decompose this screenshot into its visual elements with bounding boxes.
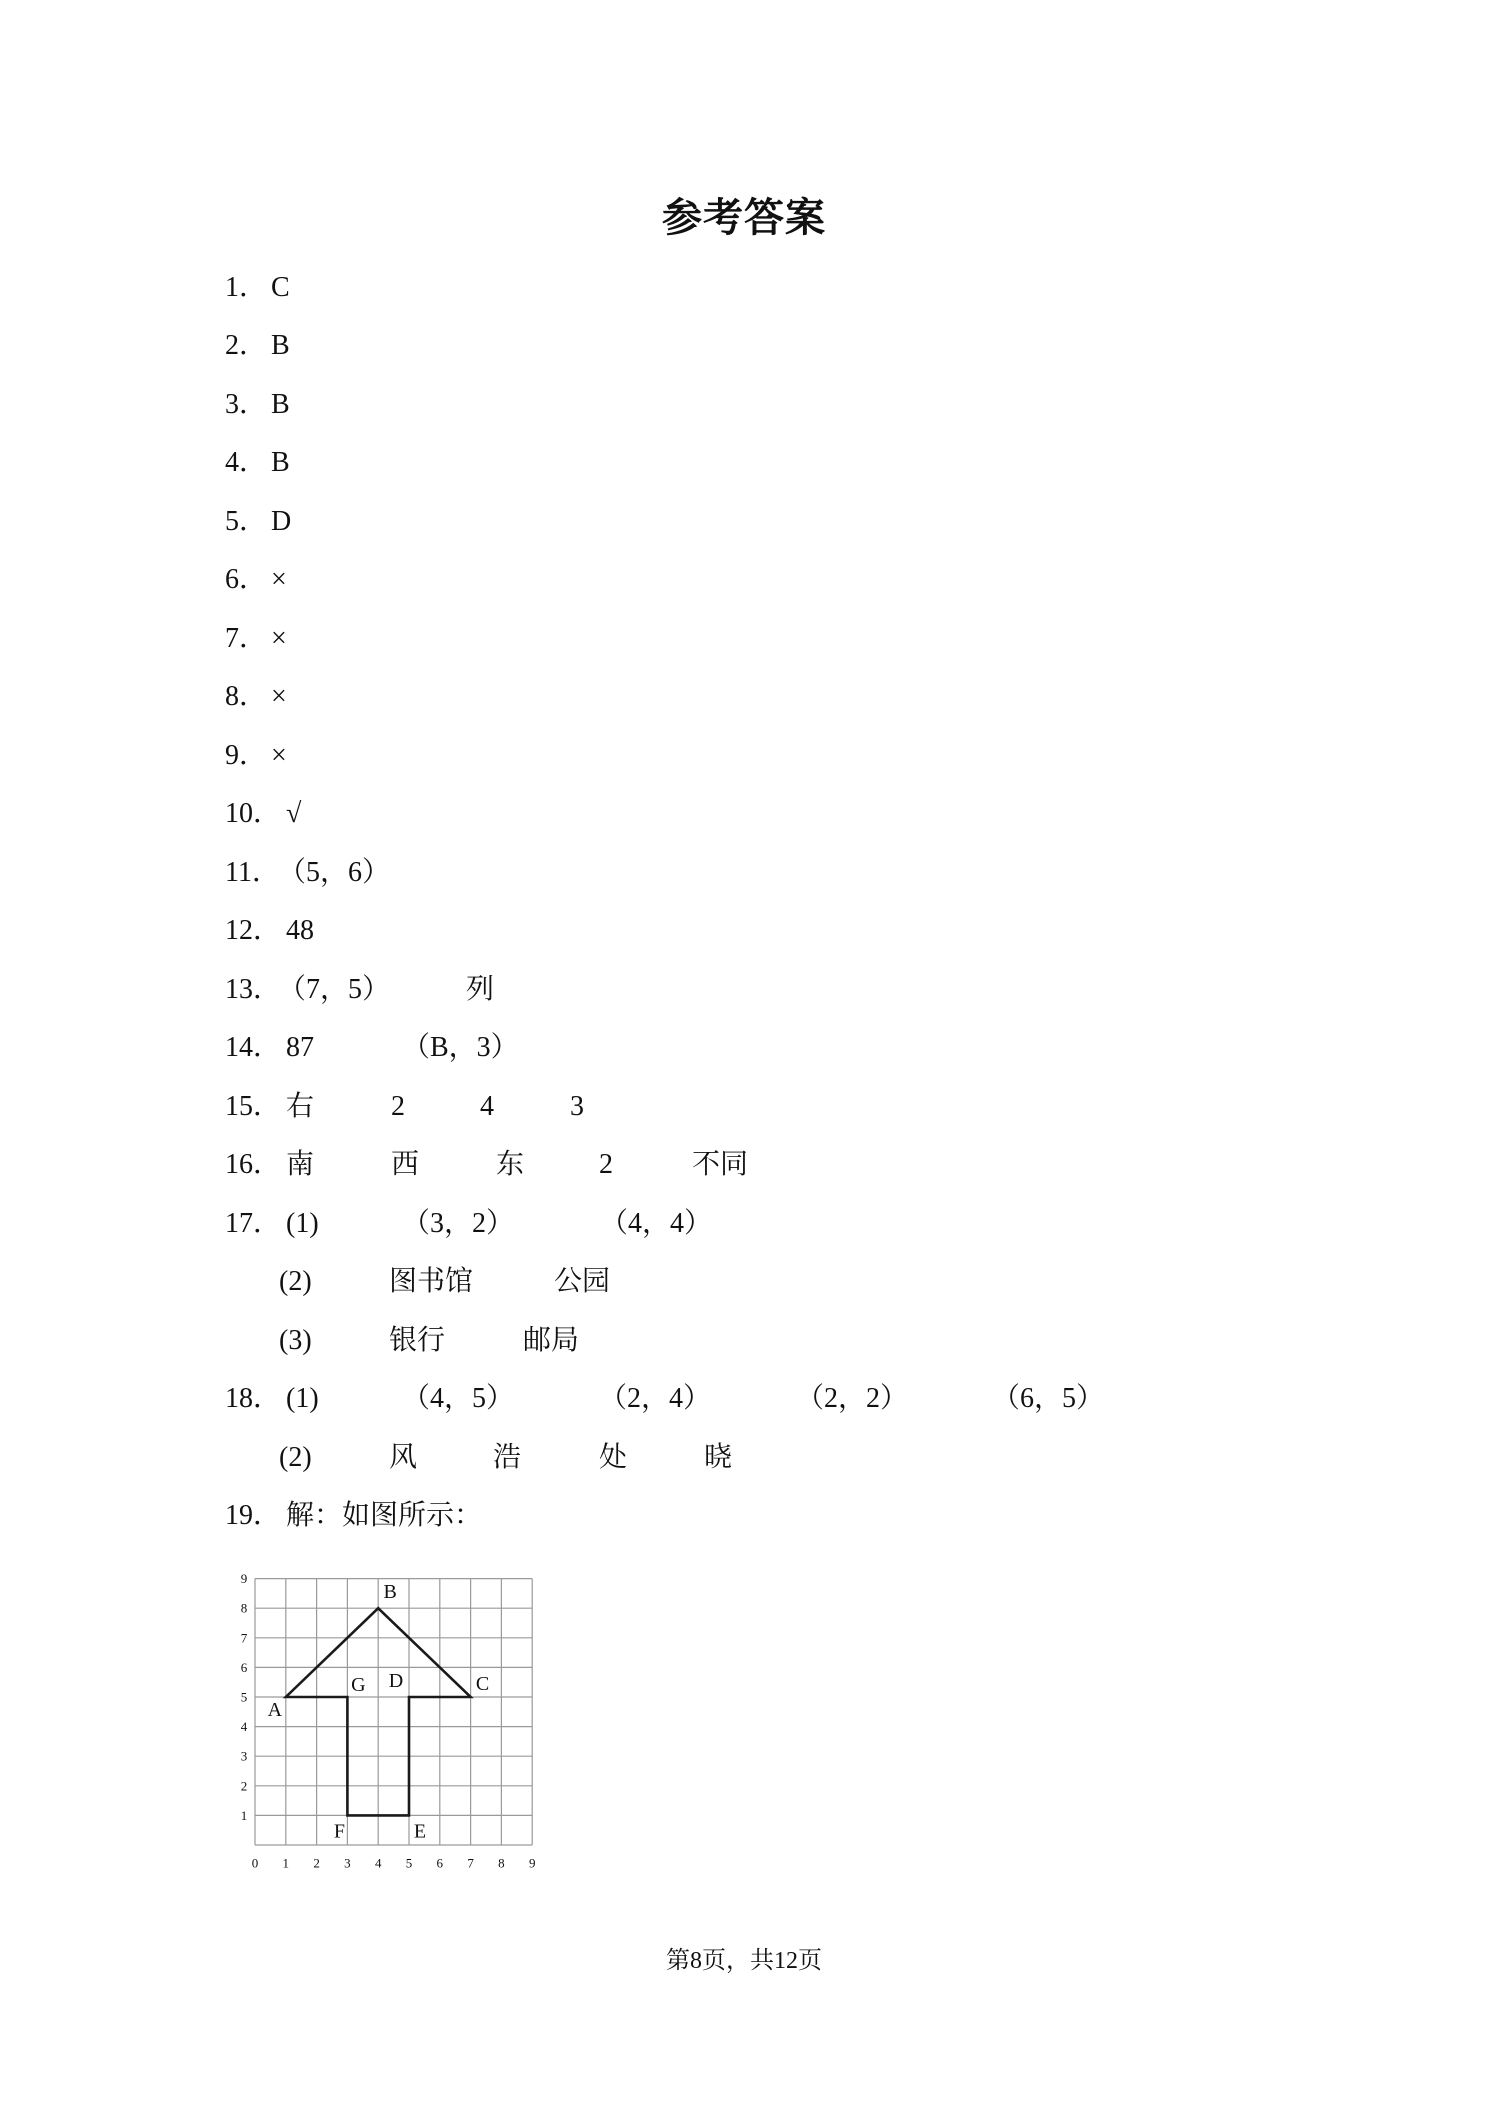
point-label-E: E xyxy=(413,1820,427,1843)
answer-coordinate: （2，2） xyxy=(796,1383,909,1414)
answer-line-6 xyxy=(0,562,1488,598)
cross-mark: × xyxy=(271,564,287,595)
question-number: 8． xyxy=(225,681,268,712)
point-label-C: C xyxy=(475,1673,490,1695)
page-footer: 第8页，共12页 xyxy=(666,1948,822,1974)
y-tick-label: 8 xyxy=(240,1600,248,1616)
sub-question-label: (1) xyxy=(286,1208,319,1239)
grid-lines xyxy=(255,1579,532,1845)
answer-coordinate: （B，3） xyxy=(402,1032,519,1063)
y-tick-label: 3 xyxy=(240,1748,248,1764)
answer-line-16 xyxy=(0,1147,1488,1183)
answer-value: 邮局 xyxy=(523,1325,580,1356)
cross-mark: × xyxy=(271,623,287,654)
sub-question-label: (2) xyxy=(279,1266,312,1297)
answer-coordinate: （7，5） xyxy=(278,974,391,1005)
answer-line-8 xyxy=(0,679,1488,715)
y-tick-label: 4 xyxy=(240,1719,248,1735)
question-number: 17． xyxy=(225,1208,282,1239)
answer-coordinate: （4，5） xyxy=(402,1383,515,1414)
question-number: 9． xyxy=(225,740,268,771)
answer-value: 不同 xyxy=(692,1149,749,1180)
coordinate-grid-figure xyxy=(230,1560,560,1880)
x-tick-label: 5 xyxy=(405,1855,413,1871)
point-label-A: A xyxy=(267,1699,283,1721)
answer-value: 银行 xyxy=(389,1325,446,1356)
cross-mark: × xyxy=(271,681,287,712)
answer-value: 2 xyxy=(599,1149,613,1180)
answer-line-12 xyxy=(0,913,1488,949)
point-label-G: G xyxy=(351,1674,366,1696)
answer-value: B xyxy=(271,447,290,478)
answer-line-18-2 xyxy=(0,1440,1488,1476)
sub-question-label: (2) xyxy=(279,1442,312,1473)
answer-line-17-3 xyxy=(0,1323,1488,1359)
answer-coordinate: （3，2） xyxy=(402,1208,515,1239)
answer-line-10 xyxy=(0,796,1488,832)
question-number: 11． xyxy=(225,857,280,888)
question-number: 3． xyxy=(225,389,268,420)
answer-line-17-2 xyxy=(0,1264,1488,1300)
answer-line-19 xyxy=(0,1498,1488,1534)
x-tick-label: 2 xyxy=(313,1855,320,1871)
cross-mark: × xyxy=(271,740,287,771)
answer-value: 4 xyxy=(480,1091,494,1122)
answer-value: D xyxy=(271,506,292,537)
y-tick-label: 6 xyxy=(240,1659,248,1675)
question-number: 16． xyxy=(225,1149,282,1180)
answer-value: 处 xyxy=(599,1442,628,1473)
answer-line-2 xyxy=(0,328,1488,364)
x-tick-label: 8 xyxy=(498,1855,505,1871)
answer-value: 87 xyxy=(286,1032,314,1063)
answer-line-14 xyxy=(0,1030,1488,1066)
question-number: 18． xyxy=(225,1383,282,1414)
question-number: 12． xyxy=(225,915,282,946)
answer-line-9 xyxy=(0,738,1488,774)
answer-line-5 xyxy=(0,504,1488,540)
answer-value: C xyxy=(271,272,290,303)
question-number: 6． xyxy=(225,564,268,595)
sub-question-label: (1) xyxy=(286,1383,319,1414)
sub-question-label: (3) xyxy=(279,1325,312,1356)
answer-line-4 xyxy=(0,445,1488,481)
answer-coordinate: （5，6） xyxy=(278,857,391,888)
answer-line-3 xyxy=(0,387,1488,423)
y-tick-label: 1 xyxy=(240,1807,248,1823)
y-tick-label: 2 xyxy=(240,1778,248,1794)
x-tick-label: 3 xyxy=(344,1855,351,1871)
answer-value: B xyxy=(271,330,290,361)
y-tick-label: 9 xyxy=(240,1571,248,1587)
y-tick-label: 7 xyxy=(240,1630,248,1646)
question-number: 19． xyxy=(225,1500,282,1531)
answer-value: 3 xyxy=(570,1091,584,1122)
answer-value: 晓 xyxy=(704,1442,733,1473)
answer-value: 浩 xyxy=(493,1442,522,1473)
answer-line-7 xyxy=(0,621,1488,657)
answer-line-18-1 xyxy=(0,1381,1488,1417)
x-tick-label: 7 xyxy=(467,1855,474,1871)
answer-value: 列 xyxy=(466,974,495,1005)
x-tick-label: 1 xyxy=(282,1855,290,1871)
question-number: 1． xyxy=(225,272,268,303)
answer-value: 东 xyxy=(496,1149,525,1180)
point-label-B: B xyxy=(383,1581,397,1604)
point-label-F: F xyxy=(333,1820,345,1843)
answer-value: 48 xyxy=(286,915,314,946)
question-number: 15． xyxy=(225,1091,282,1122)
answer-text: 解：如图所示： xyxy=(286,1500,483,1531)
answer-line-17-1 xyxy=(0,1206,1488,1242)
y-tick-label: 5 xyxy=(240,1689,248,1705)
question-number: 5． xyxy=(225,506,268,537)
x-tick-label: 9 xyxy=(528,1855,536,1871)
answer-value: 2 xyxy=(391,1091,405,1122)
answer-coordinate: （4，4） xyxy=(600,1208,713,1239)
answer-line-1 xyxy=(0,270,1488,306)
x-tick-label: 6 xyxy=(436,1855,444,1871)
x-tick-label: 0 xyxy=(251,1855,259,1871)
answer-line-15 xyxy=(0,1089,1488,1125)
answer-value: 右 xyxy=(286,1091,315,1122)
answer-value: B xyxy=(271,389,290,420)
answer-value: 图书馆 xyxy=(389,1266,474,1297)
answer-value: 南 xyxy=(286,1149,315,1180)
answer-line-11 xyxy=(0,855,1488,891)
answer-coordinate: （2，4） xyxy=(599,1383,712,1414)
answer-coordinate: （6，5） xyxy=(992,1383,1105,1414)
question-number: 4． xyxy=(225,447,268,478)
page-title: 参考答案 xyxy=(662,195,826,241)
question-number: 2． xyxy=(225,330,268,361)
question-number: 13． xyxy=(225,974,282,1005)
point-label-D: D xyxy=(388,1670,404,1692)
x-tick-label: 4 xyxy=(374,1855,382,1871)
question-number: 10． xyxy=(225,798,282,829)
question-number: 7． xyxy=(225,623,268,654)
answer-value: 风 xyxy=(389,1442,418,1473)
answer-value: 西 xyxy=(391,1149,420,1180)
answer-value: 公园 xyxy=(554,1266,611,1297)
check-mark: √ xyxy=(286,798,302,829)
answer-line-13 xyxy=(0,972,1488,1008)
question-number: 14． xyxy=(225,1032,282,1063)
